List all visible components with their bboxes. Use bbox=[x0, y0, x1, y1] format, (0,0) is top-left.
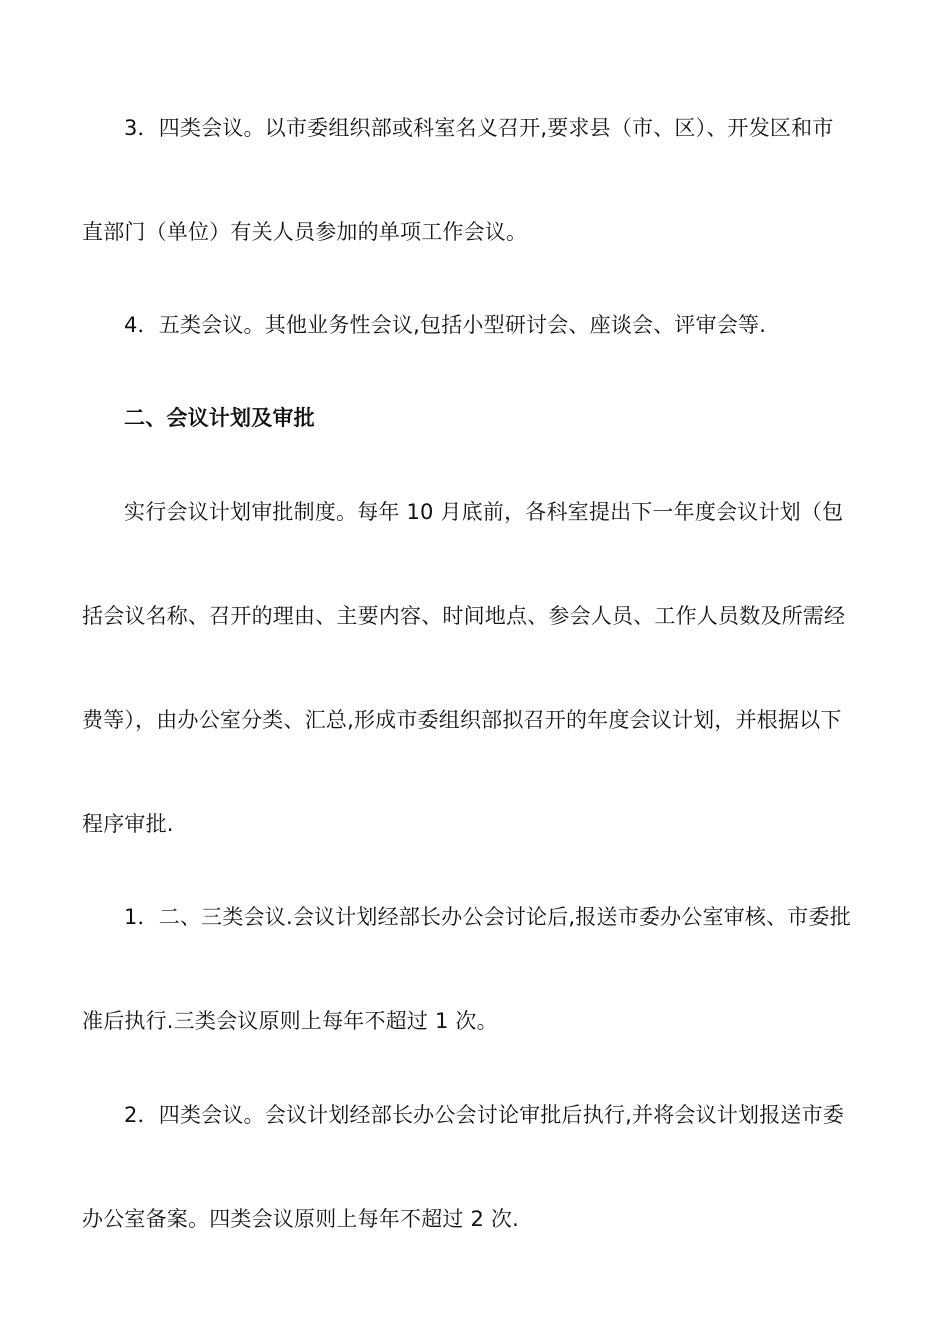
paragraph-line: 费等），由办公室分类、汇总,形成市委组织部拟召开的年度会议计划，并根据以下 bbox=[82, 708, 842, 732]
paragraph-line: 程序审批. bbox=[82, 812, 174, 836]
paragraph-line: 直部门（单位）有关人员参加的单项工作会议。 bbox=[82, 220, 528, 244]
paragraph-line: 准后执行.三类会议原则上每年不超过 1 次。 bbox=[82, 1009, 498, 1033]
paragraph-line: 办公室备案。四类会议原则上每年不超过 2 次. bbox=[82, 1207, 519, 1231]
paragraph-line: 实行会议计划审批制度。每年 10 月底前，各科室提出下一年度会议计划（包 bbox=[124, 500, 844, 524]
section-heading: 二、会议计划及审批 bbox=[124, 406, 315, 430]
paragraph-line: 3．四类会议。以市委组织部或科室名义召开,要求县（市、区）、开发区和市 bbox=[124, 116, 834, 140]
paragraph-line: 2．四类会议。会议计划经部长办公会讨论审批后执行,并将会议计划报送市委 bbox=[124, 1103, 845, 1127]
paragraph-line: 1．二、三类会议.会议计划经部长办公会讨论后,报送市委办公室审核、市委批 bbox=[124, 905, 851, 929]
paragraph-line: 括会议名称、召开的理由、主要内容、时间地点、参会人员、工作人员数及所需经 bbox=[82, 604, 846, 628]
paragraph-line: 4．五类会议。其他业务性会议,包括小型研讨会、座谈会、评审会等. bbox=[124, 313, 767, 337]
